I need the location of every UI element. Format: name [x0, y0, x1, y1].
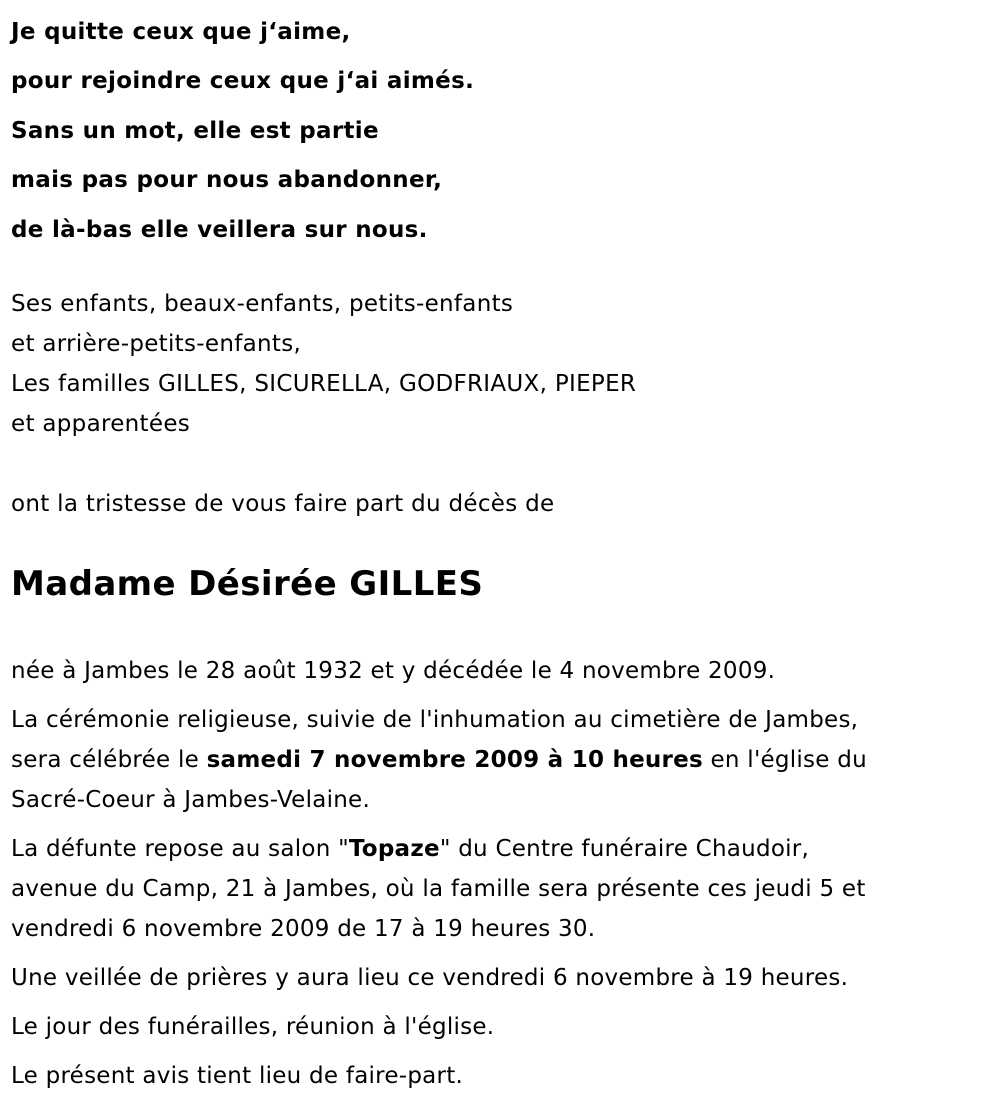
- announcement: ont la tristesse de vous faire part du décès de: [11, 491, 555, 517]
- poem-line: pour rejoindre ceux que j‘ai aimés.: [11, 68, 475, 95]
- salon-name: Topaze: [348, 836, 440, 862]
- poem-line: Sans un mot, elle est partie: [11, 117, 379, 144]
- ceremony-date: samedi 7 novembre 2009 à 10 heures: [206, 747, 703, 773]
- poem-line: mais pas pour nous abandonner,: [11, 167, 443, 194]
- repose-text: La défunte repose au salon ": [11, 836, 349, 862]
- deceased-name: Madame Désirée GILLES: [11, 564, 484, 604]
- vigil-text: Une veillée de prières y aura lieu ce vendredi 6 novembre à 19 heures.: [11, 965, 849, 991]
- family-line: Les familles GILLES, SICURELLA, GODFRIAUX, PIEPER: [11, 371, 637, 397]
- ceremony-line: Sacré-Coeur à Jambes-Velaine.: [11, 787, 370, 813]
- family-list: [11, 284, 636, 444]
- repose-text: " du Centre funéraire Chaudoir,: [439, 836, 810, 862]
- ceremony-line: La cérémonie religieuse, suivie de l'inhumation au cimetière de Jambes,: [11, 707, 859, 733]
- funeral-day-text: Le jour des funérailles, réunion à l'église.: [11, 1014, 495, 1040]
- ceremony-text: en l'église du: [702, 747, 867, 773]
- details: [11, 651, 986, 1105]
- family-line: et apparentées: [11, 411, 191, 437]
- repose-line: vendredi 6 novembre 2009 de 17 à 19 heures 30.: [11, 916, 596, 942]
- poem-line: Je quitte ceux que j‘aime,: [11, 19, 351, 45]
- repose-line: avenue du Camp, 21 à Jambes, où la famille sera présente ces jeudi 5 et: [11, 876, 866, 902]
- notice-text: Le présent avis tient lieu de faire-part.: [11, 1063, 464, 1089]
- poem-line: de là-bas elle veillera sur nous.: [11, 216, 428, 243]
- ceremony-text: sera célébrée le: [11, 747, 207, 773]
- repose-paragraph: [11, 829, 986, 949]
- ceremony-paragraph: [11, 700, 986, 820]
- poem: [11, 8, 474, 255]
- birth-death-text: née à Jambes le 28 août 1932 et y décédée le 4 novembre 2009.: [11, 658, 776, 684]
- family-line: Ses enfants, beaux-enfants, petits-enfants: [11, 291, 514, 317]
- family-line: et arrière-petits-enfants,: [11, 331, 302, 357]
